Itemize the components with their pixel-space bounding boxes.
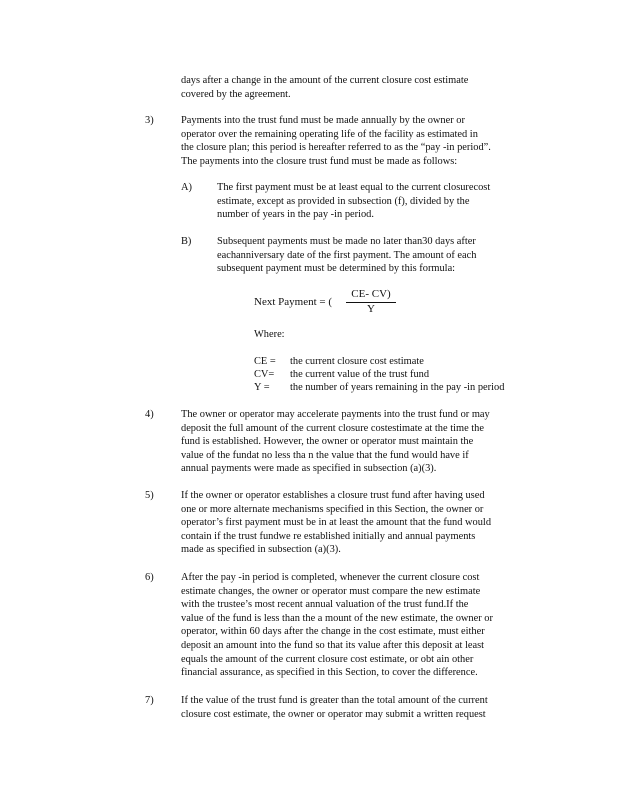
formula-denominator: Y <box>367 302 375 315</box>
variable-desc: the number of years remaining in the pay -in period <box>290 382 505 393</box>
subitem-b-paragraph <box>217 235 517 276</box>
text-line: If the owner or operator establishes a closure trust fund after having used <box>181 490 485 501</box>
text-line: with the trustee’s most recent annual valuation of the trust fund.If the <box>181 599 469 611</box>
text-line: value of the fund is less than the a mount of the new estimate, the owner or <box>181 612 493 624</box>
text-line: After the pay -in period is completed, whenever the current closure cost <box>181 572 480 583</box>
text-line: value of the fundat no less tha n the value that the fund would have if <box>181 449 469 461</box>
text-line: Subsequent payments must be made no later than30 days after <box>217 236 476 247</box>
item-4-paragraph <box>181 408 536 476</box>
text-line: made as specified in subsection (a)(3). <box>181 544 341 556</box>
item-7-paragraph <box>181 694 531 721</box>
text-line: estimate changes, the owner or operator must compare the new estimate <box>181 585 481 597</box>
text-line: The payments into the closure trust fund must be made as follows: <box>181 155 458 167</box>
item-number: 4) <box>145 409 154 420</box>
variable-key: CV= <box>254 369 275 380</box>
text-line: closure cost estimate, the owner or operator may submit a written request <box>181 708 486 720</box>
text-line: Payments into the trust fund must be made annually by the owner or <box>181 115 465 126</box>
intro-paragraph <box>181 74 521 101</box>
text-line: estimate, except as provided in subsection (f), divided by the <box>217 195 470 207</box>
formula-variable <box>254 355 424 369</box>
item-5-paragraph <box>181 489 536 557</box>
formula-variable <box>254 368 429 382</box>
variable-desc: the current value of the trust fund <box>290 369 430 380</box>
variable-key: CE = <box>254 356 276 367</box>
text-line: The first payment must be at least equal to the current closurecost <box>217 182 491 193</box>
subitem-letter: A) <box>181 182 192 193</box>
text-line: subsequent payment must be determined by this formula: <box>217 263 456 275</box>
text-line: days after a change in the amount of the current closure cost estimate <box>181 75 469 86</box>
text-line: financial assurance, as specified in this Section, to cover the difference. <box>181 667 478 679</box>
text-line: deposit the full amount of the current closure costestimate at the time the <box>181 422 484 434</box>
text-line: one or more alternate mechanisms specified in this Section, the owner or <box>181 503 484 515</box>
text-line: operator’s first payment must be in at least the amount that the fund would <box>181 517 492 529</box>
variable-desc: the current closure cost estimate <box>290 356 424 367</box>
formula-label: Next Payment = ( <box>254 296 332 308</box>
text-line: equals the amount of the current closure cost estimate, or obt ain other <box>181 653 474 665</box>
text-line: The owner or operator may accelerate payments into the trust fund or may <box>181 409 490 420</box>
text-line: operator over the remaining operating life of the facility as estimated in <box>181 128 478 140</box>
text-line: annual payments were made as specified in subsection (a)(3). <box>181 463 437 475</box>
item-number: 5) <box>145 490 154 501</box>
formula-numerator: CE- CV) <box>346 288 396 303</box>
subitem-a-paragraph <box>217 181 517 222</box>
formula-variable <box>254 381 504 395</box>
item-3-paragraph <box>181 114 531 168</box>
item-6-paragraph <box>181 571 536 680</box>
text-line: contain if the trust fundwe re established initially and annual payments <box>181 530 476 542</box>
variable-key: Y = <box>254 382 270 393</box>
text-line: If the value of the trust fund is greater than the total amount of the current <box>181 695 488 706</box>
text-line: number of years in the pay -in period. <box>217 209 374 221</box>
item-number: 6) <box>145 572 154 583</box>
text-line: the closure plan; this period is hereafter referred to as the “pay -in period”. <box>181 142 491 154</box>
text-line: fund is established. However, the owner or operator must maintain the <box>181 436 474 448</box>
item-number: 3) <box>145 115 154 126</box>
text-line: eachanniversary date of the first payment. The amount of each <box>217 249 477 261</box>
subitem-letter: B) <box>181 236 192 247</box>
text-line: operator, within 60 days after the change in the cost estimate, must either <box>181 626 485 638</box>
text-line: covered by the agreement. <box>181 88 291 100</box>
formula-fraction <box>346 288 396 316</box>
item-number: 7) <box>145 695 154 706</box>
text-line: deposit an amount into the fund so that its value after this deposit at least <box>181 639 484 651</box>
formula-where: Where: <box>254 329 285 340</box>
